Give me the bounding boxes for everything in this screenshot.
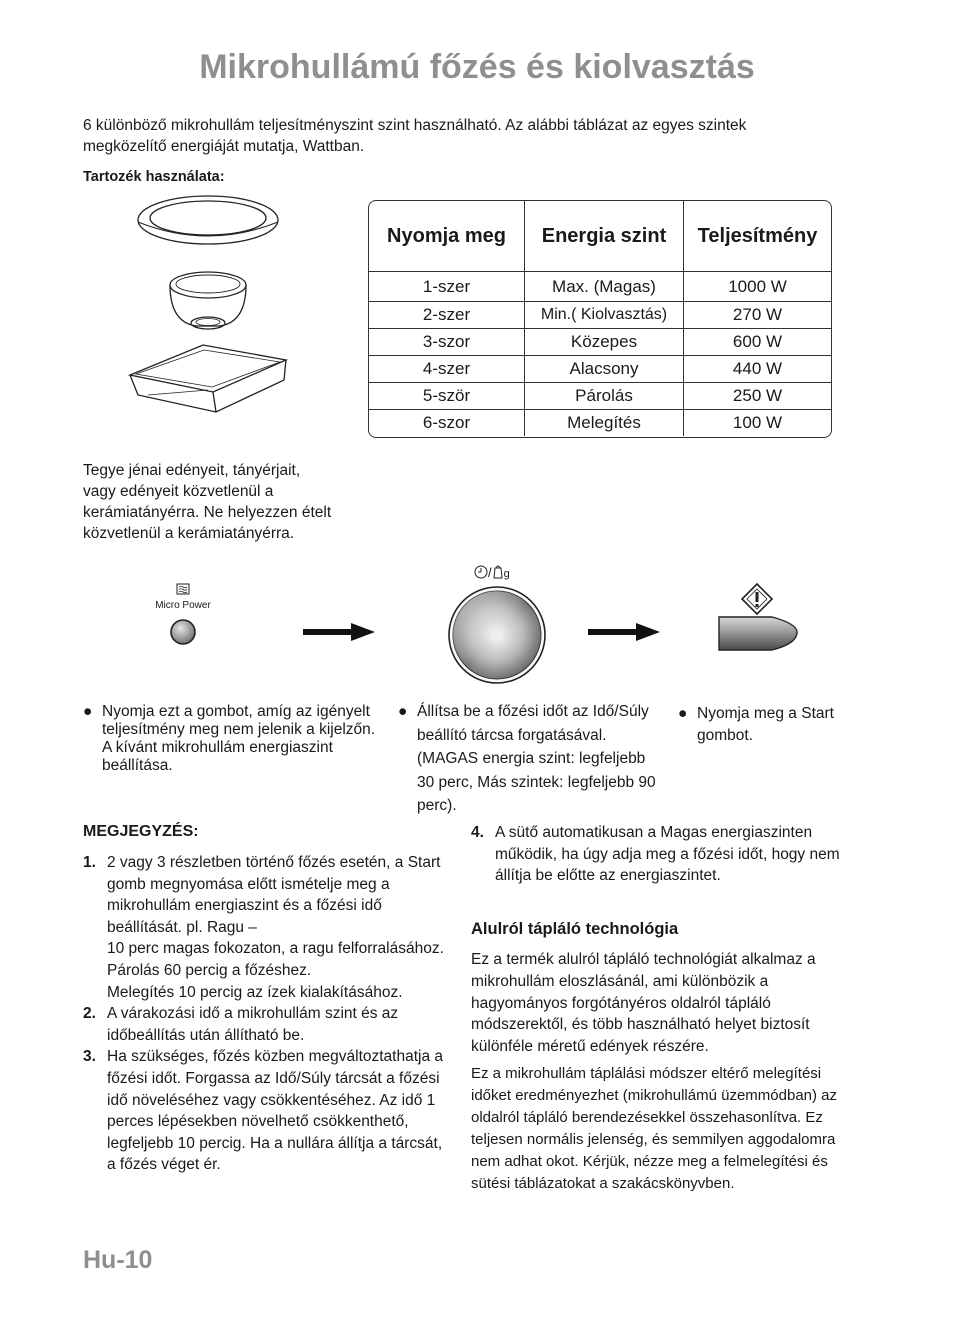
table-header: Energia szint xyxy=(525,201,684,272)
table-row xyxy=(369,383,831,410)
table-cell: Min.( Kiolvasztás) xyxy=(525,302,684,329)
note-line: 2 vagy 3 részletben történő főzés esetén, a Start gomb megnyomása előtt ismételje meg a mikrohullám energiaszint és a főzési idő beállítását. pl. Ragu – xyxy=(107,854,441,936)
technology-paragraph-2: Ez a mikrohullám táplálási módszer eltérő melegítési időket eredményezhet (mikrohullámú üzemmódban) az oldalról tápláló berendezésekkel összehasonlítva. Ez teljesen normális jelenség, és semmilyen aggodalomra nem adhat okot. Kérjük, nézze meg a felmelegítési és sütési táblázatokat a szakácskönyvben. xyxy=(471,1065,838,1192)
table-row xyxy=(369,272,831,302)
table-header-row xyxy=(369,201,831,272)
table-row xyxy=(369,329,831,356)
accessory-illustration xyxy=(108,190,308,422)
notes-list-continued xyxy=(471,822,841,887)
step-1 xyxy=(83,703,383,775)
step-3 xyxy=(678,703,838,747)
time-weight-dial[interactable] xyxy=(446,584,548,686)
bowl-icon xyxy=(170,272,246,329)
bullet: ● xyxy=(83,703,93,720)
table-row xyxy=(369,302,831,329)
table-cell: Melegítés xyxy=(525,410,684,437)
list-number: 1. xyxy=(83,854,96,871)
technology-heading: Alulról tápláló technológia xyxy=(471,920,679,938)
arrow-right-icon xyxy=(303,621,375,643)
table-row xyxy=(369,410,831,437)
list-item xyxy=(83,1003,453,1046)
start-button[interactable] xyxy=(716,614,800,652)
table-cell: 270 W xyxy=(684,302,832,329)
dial-unit-label: g xyxy=(503,568,510,580)
table-cell: Max. (Magas) xyxy=(525,272,684,302)
table-cell: Alacsony xyxy=(525,356,684,383)
table-cell: 440 W xyxy=(684,356,832,383)
table-cell: 5-ször xyxy=(369,383,525,410)
list-item xyxy=(471,822,841,887)
table-header: Teljesítmény xyxy=(684,201,832,272)
list-item xyxy=(83,852,453,1003)
arrow-right-icon xyxy=(588,621,660,643)
table-cell: Párolás xyxy=(525,383,684,410)
microwave-waves-icon xyxy=(176,583,190,595)
micro-power-button[interactable] xyxy=(169,618,197,646)
step-text: Nyomja meg a Start gombot. xyxy=(697,705,834,744)
power-level-table xyxy=(368,200,832,438)
micro-power-label: Micro Power xyxy=(155,600,211,611)
list-number: 4. xyxy=(471,824,484,841)
note-line: 10 perc magas fokozaton, a ragu felforralásához. Párolás 60 percig a főzéshez. xyxy=(107,940,444,979)
placement-instructions: Tegye jénai edényeit, tányérjait, vagy edényeit közvetlenül a kerámiatányérra. Ne helyezzen ételt közvetlenül a kerámiatányérra. xyxy=(83,462,332,542)
list-number: 3. xyxy=(83,1048,96,1066)
bullet: ● xyxy=(678,705,688,722)
clock-icon xyxy=(474,565,488,579)
note-line: A sütő automatikusan a Magas energiaszinten működik, ha úgy adja meg a főzési időt, hogy nem állítja be előtte az energiaszintet. xyxy=(495,824,840,885)
intro-text: 6 különböző mikrohullám teljesítményszint szint használható. Az alábbi táblázat az egyes szintek megközelítő energiáját mutatja, Wattban. xyxy=(83,117,747,155)
technology-paragraph-1: Ez a termék alulról tápláló technológiát alkalmaz a mikrohullám eloszlásánál, ami különbözik a hagyományos forgótányéros oldalról tápláló módszerektől, és több használható helyet biztosít különféle méretű edények részére. xyxy=(471,951,816,1056)
table-cell: 1000 W xyxy=(684,272,832,302)
list-item xyxy=(83,1046,453,1176)
note-heading: MEGJEGYZÉS: xyxy=(83,823,199,840)
note-line: Melegítés 10 percig az ízek kialakításához. xyxy=(107,983,403,1001)
table-cell: 250 W xyxy=(684,383,832,410)
table-cell: 600 W xyxy=(684,329,832,356)
table-header: Nyomja meg xyxy=(369,201,525,272)
step-text: Állítsa be a főzési időt az Idő/Súly beállító tárcsa forgatásával. (MAGAS energia szint: legfeljebb 30 perc, Más szintek: legfeljebb 90 perc). xyxy=(417,703,656,814)
dial-label-separator: / xyxy=(488,565,492,580)
step-text: Nyomja ezt a gombot, amíg az igényelt teljesítmény meg nem jelenik a kijelzőn. A kívánt mikrohullám energiaszint beállítása. xyxy=(102,703,376,774)
step-2 xyxy=(398,700,660,818)
table-cell: 1-szer xyxy=(422,276,471,296)
note-line: A várakozási idő a mikrohullám szint és az időbeállítás után állítható be. xyxy=(107,1005,399,1044)
dial-label xyxy=(474,564,524,582)
baking-dish-icon xyxy=(130,345,286,412)
bullet: ● xyxy=(398,703,408,720)
accessory-label: Tartozék használata: xyxy=(83,169,225,185)
ceramic-plate-icon xyxy=(138,196,278,244)
table-cell: 2-szer xyxy=(369,302,525,329)
micro-power-control xyxy=(150,582,216,611)
note-line: Ha szükséges, főzés közben megváltoztathatja a főzési időt. Forgassa az Idő/Súly tárcsát a főzési idő növeléséhez vagy csökkentéséhez. Az idő 1 perces lépésekben növelhető csökkenthető, legfeljebb 10 percig. Ha a nullára állítja a tárcsát, a főzés véget ér. xyxy=(107,1048,444,1174)
weight-icon xyxy=(492,564,504,579)
table-cell: 3-szor xyxy=(369,329,525,356)
table-cell: 4-szer xyxy=(369,356,525,383)
notes-list xyxy=(83,852,453,1176)
table-cell: Közepes xyxy=(525,329,684,356)
table-cell: 100 W xyxy=(684,410,832,437)
start-icon xyxy=(740,582,774,616)
list-number: 2. xyxy=(83,1005,96,1023)
table-row xyxy=(369,356,831,383)
table-cell: 6-szor xyxy=(369,410,525,437)
page-title: Mikrohullámú főzés és kiolvasztás xyxy=(199,48,755,86)
page-number: Hu-10 xyxy=(83,1246,153,1274)
